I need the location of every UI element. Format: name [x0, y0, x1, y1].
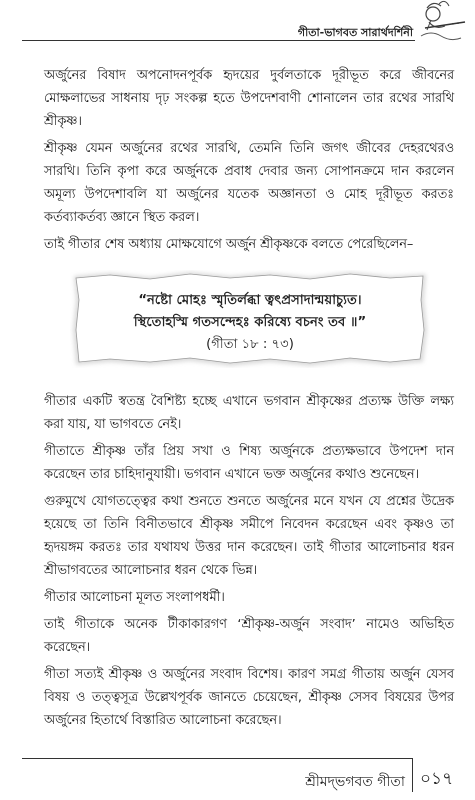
header-rule — [22, 40, 415, 41]
paragraph-1: অর্জুনের বিষাদ অপনোদনপূর্বক হৃদয়ের দুর্বলতাকে দূরীভূত করে জীবনের মোক্ষলাভের সাধনায় দৃঢ় সংকল্প হতে উপদেশবাণী শোনালেন তার রথের সারথি শ্রীকৃষ্ণ। — [44, 68, 454, 129]
paragraph-7: গীতার আলোচনা মূলত সংলাপধর্মী। — [44, 590, 225, 605]
verse-line-2: স্থিতোহস্মি গতসন্দেহঃ করিষ্যে বচনং তব ॥” — [133, 315, 367, 330]
paragraph-2: শ্রীকৃষ্ণ যেমন অর্জুনের রথের সারথি, তেমনি তিনি জগৎ জীবের দেহরথেরও সারথি। তিনি কৃপা করে অর্জুনকে প্রবাধ দেবার জন্য সোপানক্রমে দান করলেন অমূল্য উপদেশাবলি যা অর্জুনের যতেক অজ্ঞানতা ও মোহ দূরীভূত করতঃ কর্তব্যাকর্তব্য জ্ঞানে স্থিত করল। — [44, 141, 454, 225]
footer-book-title: শ্রীমদ্‌ভগবত গীতা — [305, 774, 405, 790]
paragraph-3: তাই গীতার শেষ অধ্যায় মোক্ষযোগে অর্জুন শ্রীকৃষ্ণকে বলতে পেরেছিলেন– — [44, 237, 414, 252]
paragraph-9: গীতা সত্যই শ্রীকৃষ্ণ ও অর্জুনের সংবাদ বিশেষ। কারণ সমগ্র গীতায় অর্জুন যেসব বিষয় ও তত্ত্বসূত্র উল্লেখপূর্বক জানতে চেয়েছেন, শ্রীকৃষ্ণ সেসব বিষয়ের উপর অর্জুনের হিতার্থে বিস্তারিত আলোচনা করেছেন। — [44, 667, 454, 728]
paragraph-4: গীতার একটি স্বতন্ত্র বৈশিষ্ট্য হচ্ছে এখানে ভগবান শ্রীকৃষ্ণের প্রত্যক্ষ উক্তি লক্ষ্য করা যায়, যা ভাগবতে নেই। — [44, 394, 454, 432]
page-body — [44, 64, 454, 736]
page-footer — [0, 750, 475, 800]
krishna-flute-icon — [411, 0, 467, 44]
verse-text — [70, 290, 430, 356]
footer-divider — [412, 758, 413, 792]
paragraph-5: গীতাতে শ্রীকৃষ্ণ তাঁর প্রিয় সখা ও শিষ্য অর্জুনকে প্রত্যক্ষভাবে উপদেশ দান করেছেন তার চাহিদানুযায়ী। ভগবান এখানে ভক্ত অর্জুনের কথাও শুনেছেন। — [44, 444, 454, 482]
page-number: ০১৭ — [420, 769, 454, 789]
page-header — [0, 0, 475, 42]
footer-rule — [22, 758, 412, 759]
verse-line-1: “নষ্টো মোহঃ স্মৃতির্লব্ধা ত্বৎপ্রসাদান্ময়াচ্যুত। — [138, 293, 362, 308]
verse-quote-box — [70, 270, 430, 368]
paragraph-8: তাই গীতাকে অনেক টীকাকারগণ ‘শ্রীকৃষ্ণ-অর্জুন সংবাদ’ নামেও অভিহিত করেছেন। — [44, 617, 454, 655]
paragraph-6: গুরুমুখে যোগতত্ত্বের কথা শুনতে শুনতে অর্জুনের মনে যখন যে প্রশ্নের উদ্রেক হয়েছে তা তিনি বিনীতভাবে শ্রীকৃষ্ণ সমীপে নিবেদন করেছেন এবং কৃষ্ণও তা হৃদয়ঙ্গম করতঃ তার যথাযথ উত্তর দান করেছেন। তাই গীতার আলোচনার ধরন শ্রীভাগবতের আলোচনার ধরন থেকে ভিন্ন। — [44, 494, 454, 578]
verse-reference: (গীতা ১৮ : ৭৩) — [206, 337, 294, 352]
running-header-title: গীতা-ভাগবত সারার্থদর্শিনী — [297, 26, 413, 39]
